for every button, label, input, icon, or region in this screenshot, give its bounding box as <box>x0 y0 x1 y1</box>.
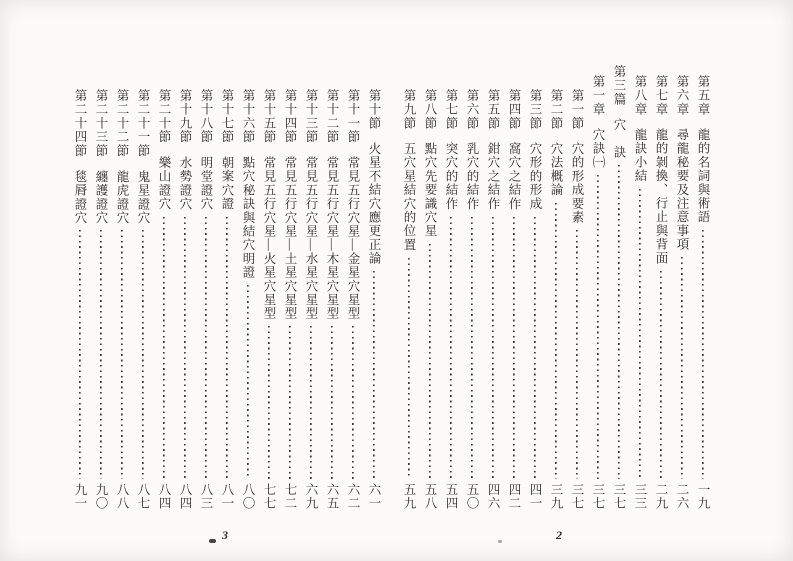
toc-entry <box>398 62 419 510</box>
entry-label: 第八章 <box>633 75 647 117</box>
entry-label: 第二十三節 <box>94 89 108 158</box>
dot-leader <box>300 326 321 478</box>
entry-page-number: 五〇 <box>465 482 479 510</box>
entry-title: 常見五行穴星—土星穴星型 <box>283 155 297 321</box>
toc-entry <box>258 62 279 510</box>
toc-entry <box>69 62 90 510</box>
entry-label: 第八節 <box>423 89 437 131</box>
toc-entry <box>237 62 258 510</box>
toc-entry <box>650 62 671 510</box>
entry-title: 龍虎證穴 <box>115 169 129 225</box>
entry-label: 第二十二節 <box>115 89 129 158</box>
toc-entry <box>321 62 342 510</box>
dot-leader <box>321 326 342 478</box>
toc-entry <box>195 62 216 510</box>
dot-leader <box>174 217 195 479</box>
entry-page-number: 九〇 <box>94 482 108 510</box>
toc-entry <box>216 62 237 510</box>
entry-label: 第十二節 <box>325 89 339 144</box>
toc-entry <box>566 62 587 510</box>
toc-entry <box>111 62 132 510</box>
entry-title: 穴法概論 <box>549 142 563 197</box>
entry-title: 火星不結穴應更正論 <box>367 142 381 266</box>
entry-title: 鬼星證穴 <box>136 169 150 225</box>
entry-label: 第九節 <box>402 89 416 131</box>
dot-leader <box>461 217 482 479</box>
entry-page-number: 三七 <box>612 482 626 510</box>
toc-entry <box>671 62 692 510</box>
toc-entry <box>174 62 195 510</box>
entry-label: 第五章 <box>696 75 710 117</box>
entry-page-number: 三七 <box>570 482 584 510</box>
entry-page-number: 八三 <box>199 482 213 510</box>
entry-page-number: 四六 <box>486 482 500 510</box>
entry-page-number: 七七 <box>262 482 276 510</box>
entry-page-number: 六九 <box>304 482 318 510</box>
toc-entry <box>461 62 482 510</box>
entry-page-number: 六五 <box>325 482 339 510</box>
entry-title: 毯脣證穴 <box>73 169 87 225</box>
dot-leader <box>69 230 90 478</box>
dot-leader <box>545 203 566 479</box>
dot-leader <box>90 230 111 478</box>
dot-leader <box>237 285 258 478</box>
scan-smudge <box>498 540 502 543</box>
entry-title: 龍的名詞與術語 <box>696 128 710 225</box>
entry-label: 第十三節 <box>304 89 318 144</box>
dot-leader <box>111 230 132 478</box>
entry-label: 第十九節 <box>178 89 192 144</box>
entry-title: 尋龍秘要及注意事項 <box>675 128 689 252</box>
entry-page-number: 八一 <box>220 482 234 510</box>
entry-page-number: 六二 <box>346 482 360 510</box>
entry-label: 第十一節 <box>346 89 360 144</box>
entry-label: 第一章 <box>591 75 605 117</box>
toc-entry <box>363 62 384 510</box>
entry-label: 第十六節 <box>241 89 255 144</box>
entry-label: 第一節 <box>570 89 584 131</box>
dot-leader <box>258 326 279 478</box>
entry-title: 點穴秘訣與結穴明證 <box>241 155 255 280</box>
entry-title: 常見五行穴星—木星穴星型 <box>325 155 339 321</box>
entry-label: 第三節 <box>528 89 542 131</box>
dot-leader <box>342 326 363 478</box>
entry-label: 第三篇 <box>612 65 626 107</box>
dot-leader <box>524 217 545 479</box>
entry-label: 第五節 <box>486 89 500 131</box>
entry-label: 第六章 <box>675 75 689 117</box>
entry-label: 第七節 <box>444 89 458 131</box>
entry-title: 龍的剝換、行止與背面 <box>654 128 668 266</box>
entry-label: 第六節 <box>465 89 479 131</box>
entry-label: 第十七節 <box>220 89 234 144</box>
dot-leader <box>132 230 153 478</box>
entry-label: 第二十節 <box>157 89 171 144</box>
entry-page-number: 四一 <box>528 482 542 510</box>
toc-entry <box>545 62 566 510</box>
entry-label: 第十八節 <box>199 89 213 144</box>
toc-page-left <box>68 62 384 510</box>
entry-page-number: 八四 <box>178 482 192 510</box>
toc-entry <box>629 62 650 510</box>
toc-entry <box>608 62 629 510</box>
entry-title: 明堂證穴 <box>199 155 213 211</box>
entry-page-number: 八四 <box>157 482 171 510</box>
entry-title: 五穴星結穴的位置 <box>402 142 416 252</box>
entry-title: 鉗穴之結作 <box>486 142 500 211</box>
entry-label: 第七章 <box>654 75 668 117</box>
entry-page-number: 二九 <box>654 482 668 510</box>
dot-leader <box>398 258 419 479</box>
dot-leader <box>363 271 384 478</box>
entry-title: 穴 訣 <box>612 118 626 160</box>
entry-page-number: 二六 <box>675 482 689 510</box>
dot-leader <box>195 217 216 479</box>
folio-page-number-right: 2 <box>556 528 562 542</box>
entry-page-number: 五八 <box>423 482 437 510</box>
dot-leader <box>650 271 671 478</box>
scan-smudge <box>209 539 216 543</box>
dot-leader <box>566 230 587 478</box>
entry-title: 穴的形成要素 <box>570 142 584 225</box>
toc-entry <box>587 62 608 510</box>
entry-page-number: 三九 <box>549 482 563 510</box>
dot-leader <box>440 217 461 479</box>
dot-leader <box>629 189 650 479</box>
dot-leader <box>608 165 629 478</box>
entry-title: 樂山證穴 <box>157 155 171 211</box>
entry-title: 乳穴的結作 <box>465 142 479 211</box>
entry-title: 纏護證穴 <box>94 169 108 225</box>
dot-leader <box>279 326 300 478</box>
entry-title: 龍訣小結 <box>633 128 647 183</box>
dot-leader <box>587 175 608 478</box>
entry-page-number: 五九 <box>402 482 416 510</box>
dot-leader <box>419 244 440 479</box>
toc-entry <box>503 62 524 510</box>
entry-title: 點穴先要識穴星 <box>423 142 437 239</box>
entry-title: 窩穴之結作 <box>507 142 521 211</box>
toc-entry <box>440 62 461 510</box>
toc-entry <box>132 62 153 510</box>
toc-entry <box>692 62 713 510</box>
entry-label: 第二十四節 <box>73 89 87 158</box>
entry-page-number: 八〇 <box>241 482 255 510</box>
entry-label: 第十節 <box>367 89 381 131</box>
entry-title: 穴形的形成 <box>528 142 542 211</box>
folio-page-number-left: 3 <box>222 528 228 542</box>
entry-page-number: 三三 <box>633 482 647 510</box>
entry-title: 常見五行穴星—火星穴星型 <box>262 155 276 321</box>
entry-page-number: 九一 <box>73 482 87 510</box>
entry-label: 第二節 <box>549 89 563 131</box>
toc-entry <box>279 62 300 510</box>
toc-entry <box>342 62 363 510</box>
toc-page-right <box>397 62 713 510</box>
entry-page-number: 七二 <box>283 482 297 510</box>
entry-page-number: 八七 <box>136 482 150 510</box>
entry-label: 第十五節 <box>262 89 276 144</box>
entry-page-number: 三七 <box>591 482 605 510</box>
entry-title: 穴訣㈠ <box>591 128 605 170</box>
toc-entry <box>153 62 174 510</box>
entry-title: 水勢證穴 <box>178 155 192 211</box>
dot-leader <box>692 230 713 479</box>
entry-label: 第四節 <box>507 89 521 131</box>
toc-entry <box>300 62 321 510</box>
entry-title: 突穴的結作 <box>444 142 458 211</box>
dot-leader <box>482 217 503 479</box>
toc-entry <box>419 62 440 510</box>
toc-entry <box>524 62 545 510</box>
entry-title: 常見五行穴星—水星穴星型 <box>304 155 318 321</box>
entry-label: 第二十一節 <box>136 89 150 158</box>
toc-entry <box>90 62 111 510</box>
entry-page-number: 一九 <box>696 482 710 510</box>
toc-entry <box>482 62 503 510</box>
dot-leader <box>671 257 692 478</box>
dot-leader <box>503 217 524 479</box>
dot-leader <box>153 217 174 479</box>
entry-label: 第十四節 <box>283 89 297 144</box>
entry-page-number: 五四 <box>444 482 458 510</box>
entry-title: 朝案穴證 <box>220 155 234 211</box>
dot-leader <box>216 217 237 479</box>
entry-page-number: 八八 <box>115 482 129 510</box>
entry-title: 常見五行穴星—金星穴星型 <box>346 155 360 321</box>
entry-page-number: 六一 <box>367 482 381 510</box>
entry-page-number: 四二 <box>507 482 521 510</box>
